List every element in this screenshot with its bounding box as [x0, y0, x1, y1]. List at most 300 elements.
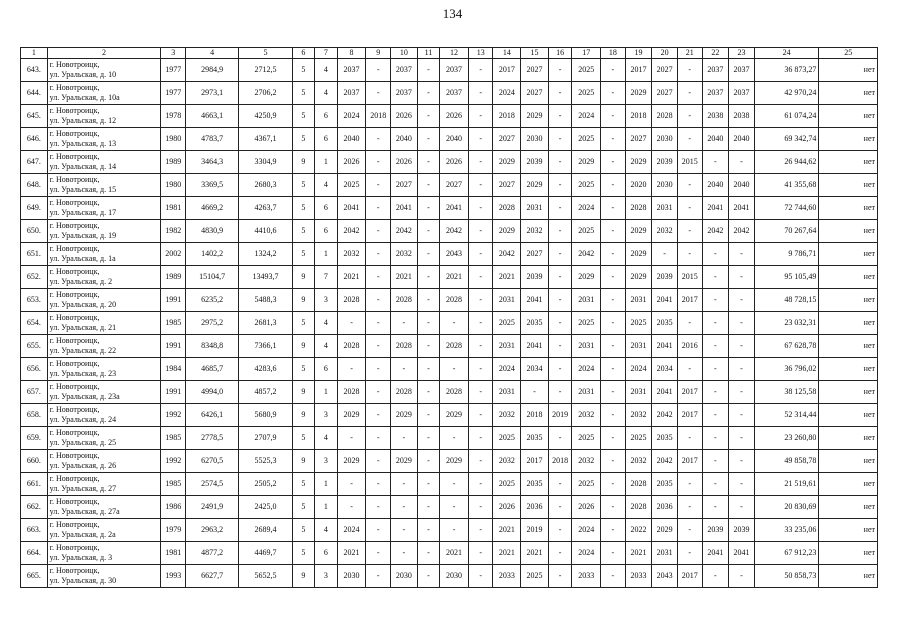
table-row — [21, 450, 878, 473]
cell-col-5: 2680,3 — [239, 174, 292, 197]
address-street: ул. Уральская, д. 10 — [49, 70, 117, 79]
cell-col-15: 2017 — [521, 450, 549, 473]
cell-col-16: - — [548, 266, 572, 289]
column-number-header: 1 — [21, 48, 48, 59]
cell-col-12: 2029 — [440, 450, 469, 473]
cell-col-13: - — [468, 197, 493, 220]
cell-col-9: - — [366, 404, 391, 427]
cell-col-3: 1978 — [161, 105, 186, 128]
row-number-cell: 649. — [21, 197, 48, 220]
cell-col-16: 2019 — [548, 404, 572, 427]
cell-col-13: - — [468, 243, 493, 266]
address-cell — [47, 450, 161, 473]
address-street: ул. Уральская, д. 17 — [49, 208, 117, 217]
cell-col-22: - — [702, 289, 729, 312]
cell-col-21: - — [677, 519, 702, 542]
cell-col-19: 2021 — [625, 542, 652, 565]
cell-col-3: 1985 — [161, 312, 186, 335]
cell-col-8: - — [337, 473, 366, 496]
cell-col-3: 1991 — [161, 335, 186, 358]
cell-col-7: 1 — [315, 496, 338, 519]
cell-col-3: 1981 — [161, 197, 186, 220]
row-number-cell: 662. — [21, 496, 48, 519]
table-row — [21, 197, 878, 220]
address-cell — [47, 128, 161, 151]
cell-col-6: 5 — [292, 358, 315, 381]
cell-col-13: - — [468, 542, 493, 565]
cell-col-6: 5 — [292, 243, 315, 266]
cell-col-23: - — [729, 335, 755, 358]
cell-col-4: 6426,1 — [186, 404, 239, 427]
cell-col-11: - — [417, 266, 440, 289]
cell-col-21: - — [677, 312, 702, 335]
row-number-cell: 650. — [21, 220, 48, 243]
cell-col-24: 70 267,64 — [754, 220, 819, 243]
cell-col-23: 2039 — [729, 519, 755, 542]
cell-col-9: - — [366, 312, 391, 335]
cell-col-23: - — [729, 289, 755, 312]
cell-col-21: 2015 — [677, 151, 702, 174]
cell-col-18: - — [601, 565, 626, 588]
cell-col-25: нет — [819, 473, 878, 496]
cell-col-10: 2037 — [391, 59, 418, 82]
cell-col-20: 2032 — [652, 220, 678, 243]
cell-col-18: - — [601, 404, 626, 427]
cell-col-19: 2017 — [625, 59, 652, 82]
cell-col-13: - — [468, 427, 493, 450]
cell-col-22: - — [702, 427, 729, 450]
cell-col-19: 2031 — [625, 335, 652, 358]
cell-col-14: 2021 — [493, 519, 521, 542]
cell-col-21: - — [677, 243, 702, 266]
cell-col-7: 6 — [315, 197, 338, 220]
cell-col-18: - — [601, 266, 626, 289]
address-street: ул. Уральская, д. 30 — [49, 576, 117, 585]
cell-col-3: 1982 — [161, 220, 186, 243]
cell-col-23: 2040 — [729, 128, 755, 151]
cell-col-7: 4 — [315, 335, 338, 358]
cell-col-14: 2031 — [493, 335, 521, 358]
cell-col-15: - — [521, 381, 549, 404]
cell-col-15: 2041 — [521, 289, 549, 312]
cell-col-10: 2041 — [391, 197, 418, 220]
cell-col-8: 2025 — [337, 174, 366, 197]
cell-col-14: 2018 — [493, 105, 521, 128]
cell-col-14: 2033 — [493, 565, 521, 588]
cell-col-3: 1979 — [161, 519, 186, 542]
cell-col-12: 2043 — [440, 243, 469, 266]
row-number-cell: 643. — [21, 59, 48, 82]
cell-col-22: 2040 — [702, 128, 729, 151]
cell-col-14: 2031 — [493, 381, 521, 404]
cell-col-13: - — [468, 220, 493, 243]
cell-col-17: 2031 — [572, 289, 601, 312]
cell-col-5: 2505,2 — [239, 473, 292, 496]
cell-col-7: 1 — [315, 243, 338, 266]
column-number-header: 8 — [337, 48, 366, 59]
cell-col-17: 2029 — [572, 266, 601, 289]
cell-col-5: 2689,4 — [239, 519, 292, 542]
address-city: г. Новотроицк, — [49, 198, 100, 207]
column-number-header: 12 — [440, 48, 469, 59]
cell-col-16: - — [548, 197, 572, 220]
cell-col-12: 2041 — [440, 197, 469, 220]
cell-col-20: 2036 — [652, 496, 678, 519]
row-number-cell: 654. — [21, 312, 48, 335]
column-number-header: 22 — [702, 48, 729, 59]
cell-col-6: 9 — [292, 289, 315, 312]
cell-col-5: 5525,3 — [239, 450, 292, 473]
cell-col-22: - — [702, 381, 729, 404]
cell-col-5: 4857,2 — [239, 381, 292, 404]
cell-col-11: - — [417, 335, 440, 358]
cell-col-10: - — [391, 496, 418, 519]
cell-col-16: - — [548, 59, 572, 82]
cell-col-21: - — [677, 197, 702, 220]
cell-col-21: 2016 — [677, 335, 702, 358]
cell-col-15: 2039 — [521, 151, 549, 174]
cell-col-6: 5 — [292, 197, 315, 220]
cell-col-6: 5 — [292, 174, 315, 197]
page-number: 134 — [442, 6, 463, 21]
cell-col-9: - — [366, 174, 391, 197]
cell-col-22: 2040 — [702, 174, 729, 197]
column-number-header: 3 — [161, 48, 186, 59]
cell-col-14: 2027 — [493, 174, 521, 197]
table-row — [21, 312, 878, 335]
cell-col-13: - — [468, 496, 493, 519]
cell-col-16: - — [548, 427, 572, 450]
cell-col-20: 2042 — [652, 404, 678, 427]
cell-col-8: 2029 — [337, 404, 366, 427]
cell-col-10: 2027 — [391, 174, 418, 197]
cell-col-15: 2021 — [521, 542, 549, 565]
row-number-cell: 655. — [21, 335, 48, 358]
cell-col-18: - — [601, 450, 626, 473]
cell-col-3: 1980 — [161, 128, 186, 151]
cell-col-19: 2029 — [625, 82, 652, 105]
address-cell — [47, 289, 161, 312]
cell-col-5: 13493,7 — [239, 266, 292, 289]
table-row — [21, 404, 878, 427]
table-row — [21, 519, 878, 542]
cell-col-8: 2029 — [337, 450, 366, 473]
cell-col-22: 2038 — [702, 105, 729, 128]
cell-col-5: 5652,5 — [239, 565, 292, 588]
cell-col-14: 2025 — [493, 312, 521, 335]
cell-col-5: 4263,7 — [239, 197, 292, 220]
cell-col-23: 2040 — [729, 174, 755, 197]
cell-col-11: - — [417, 243, 440, 266]
cell-col-23: 2037 — [729, 82, 755, 105]
table-row — [21, 542, 878, 565]
cell-col-11: - — [417, 59, 440, 82]
cell-col-15: 2035 — [521, 312, 549, 335]
cell-col-13: - — [468, 59, 493, 82]
cell-col-22: 2041 — [702, 197, 729, 220]
cell-col-6: 5 — [292, 128, 315, 151]
cell-col-16: 2018 — [548, 450, 572, 473]
cell-col-8: 2042 — [337, 220, 366, 243]
address-street: ул. Уральская, д. 27а — [49, 507, 120, 516]
column-number-header: 7 — [315, 48, 338, 59]
cell-col-15: 2032 — [521, 220, 549, 243]
cell-col-10: 2030 — [391, 565, 418, 588]
cell-col-10: 2029 — [391, 450, 418, 473]
address-cell — [47, 59, 161, 82]
row-number-cell: 660. — [21, 450, 48, 473]
cell-col-8: 2041 — [337, 197, 366, 220]
cell-col-22: - — [702, 243, 729, 266]
cell-col-25: нет — [819, 404, 878, 427]
cell-col-5: 2707,9 — [239, 427, 292, 450]
cell-col-16: - — [548, 174, 572, 197]
cell-col-20: 2027 — [652, 82, 678, 105]
housing-register-table — [20, 47, 878, 588]
cell-col-12: - — [440, 496, 469, 519]
address-cell — [47, 542, 161, 565]
cell-col-21: - — [677, 358, 702, 381]
address-city: г. Новотроицк, — [49, 313, 100, 322]
cell-col-20: 2041 — [652, 335, 678, 358]
column-number-header: 14 — [493, 48, 521, 59]
cell-col-3: 2002 — [161, 243, 186, 266]
cell-col-10: 2037 — [391, 82, 418, 105]
cell-col-6: 5 — [292, 82, 315, 105]
cell-col-12: 2021 — [440, 266, 469, 289]
cell-col-15: 2036 — [521, 496, 549, 519]
cell-col-7: 1 — [315, 381, 338, 404]
cell-col-9: - — [366, 450, 391, 473]
cell-col-6: 5 — [292, 519, 315, 542]
cell-col-14: 2021 — [493, 266, 521, 289]
cell-col-19: 2032 — [625, 450, 652, 473]
table-row — [21, 174, 878, 197]
table-row — [21, 59, 878, 82]
cell-col-10: - — [391, 473, 418, 496]
cell-col-17: 2024 — [572, 519, 601, 542]
address-street: ул. Уральская, д. 23а — [49, 392, 120, 401]
cell-col-20: 2028 — [652, 105, 678, 128]
cell-col-4: 4783,7 — [186, 128, 239, 151]
address-city: г. Новотроицк, — [49, 474, 100, 483]
column-number-row — [21, 48, 878, 59]
table-row — [21, 266, 878, 289]
cell-col-23: 2037 — [729, 59, 755, 82]
cell-col-25: нет — [819, 151, 878, 174]
address-cell — [47, 519, 161, 542]
cell-col-18: - — [601, 197, 626, 220]
cell-col-24: 36 873,27 — [754, 59, 819, 82]
cell-col-6: 5 — [292, 105, 315, 128]
table-row — [21, 358, 878, 381]
column-number-header: 21 — [677, 48, 702, 59]
address-city: г. Новотроицк, — [49, 359, 100, 368]
table-row — [21, 473, 878, 496]
cell-col-5: 4250,9 — [239, 105, 292, 128]
cell-col-21: - — [677, 427, 702, 450]
cell-col-13: - — [468, 266, 493, 289]
cell-col-23: 2038 — [729, 105, 755, 128]
cell-col-21: - — [677, 542, 702, 565]
table-row — [21, 289, 878, 312]
cell-col-17: 2024 — [572, 105, 601, 128]
cell-col-3: 1984 — [161, 358, 186, 381]
cell-col-4: 2778,5 — [186, 427, 239, 450]
cell-col-15: 2027 — [521, 243, 549, 266]
cell-col-7: 4 — [315, 519, 338, 542]
cell-col-19: 2029 — [625, 220, 652, 243]
cell-col-7: 7 — [315, 266, 338, 289]
cell-col-6: 5 — [292, 473, 315, 496]
table-row — [21, 128, 878, 151]
address-street: ул. Уральская, д. 20 — [49, 300, 117, 309]
cell-col-6: 9 — [292, 565, 315, 588]
cell-col-14: 2026 — [493, 496, 521, 519]
cell-col-5: 7366,1 — [239, 335, 292, 358]
cell-col-23: - — [729, 358, 755, 381]
address-city: г. Новотроицк, — [49, 175, 100, 184]
cell-col-9: - — [366, 358, 391, 381]
cell-col-5: 3304,9 — [239, 151, 292, 174]
row-number-cell: 644. — [21, 82, 48, 105]
cell-col-17: 2025 — [572, 82, 601, 105]
cell-col-11: - — [417, 174, 440, 197]
cell-col-15: 2025 — [521, 565, 549, 588]
cell-col-4: 4669,2 — [186, 197, 239, 220]
address-street: ул. Уральская, д. 24 — [49, 415, 117, 424]
cell-col-19: 2031 — [625, 381, 652, 404]
cell-col-11: - — [417, 473, 440, 496]
cell-col-25: нет — [819, 496, 878, 519]
cell-col-7: 4 — [315, 427, 338, 450]
cell-col-8: - — [337, 427, 366, 450]
cell-col-21: 2017 — [677, 381, 702, 404]
cell-col-22: - — [702, 266, 729, 289]
cell-col-24: 9 786,71 — [754, 243, 819, 266]
address-street: ул. Уральская, д. 26 — [49, 461, 117, 470]
cell-col-16: - — [548, 381, 572, 404]
cell-col-24: 67 912,23 — [754, 542, 819, 565]
cell-col-24: 23 032,31 — [754, 312, 819, 335]
cell-col-18: - — [601, 243, 626, 266]
cell-col-20: 2035 — [652, 427, 678, 450]
address-cell — [47, 404, 161, 427]
cell-col-14: 2029 — [493, 220, 521, 243]
table-row — [21, 220, 878, 243]
cell-col-11: - — [417, 312, 440, 335]
cell-col-20: 2043 — [652, 565, 678, 588]
cell-col-11: - — [417, 197, 440, 220]
cell-col-19: 2025 — [625, 427, 652, 450]
cell-col-7: 4 — [315, 174, 338, 197]
cell-col-18: - — [601, 427, 626, 450]
column-number-header: 23 — [729, 48, 755, 59]
cell-col-21: - — [677, 220, 702, 243]
cell-col-4: 1402,2 — [186, 243, 239, 266]
cell-col-10: 2040 — [391, 128, 418, 151]
cell-col-22: - — [702, 335, 729, 358]
cell-col-6: 5 — [292, 220, 315, 243]
cell-col-18: - — [601, 381, 626, 404]
cell-col-19: 2022 — [625, 519, 652, 542]
cell-col-24: 61 074,24 — [754, 105, 819, 128]
cell-col-7: 4 — [315, 82, 338, 105]
cell-col-11: - — [417, 220, 440, 243]
row-number-cell: 659. — [21, 427, 48, 450]
cell-col-4: 2491,9 — [186, 496, 239, 519]
cell-col-22: 2037 — [702, 82, 729, 105]
cell-col-11: - — [417, 381, 440, 404]
column-number-header: 16 — [548, 48, 572, 59]
cell-col-25: нет — [819, 174, 878, 197]
cell-col-23: - — [729, 243, 755, 266]
row-number-cell: 648. — [21, 174, 48, 197]
cell-col-15: 2034 — [521, 358, 549, 381]
address-street: ул. Уральская, д. 2а — [49, 530, 116, 539]
cell-col-15: 2039 — [521, 266, 549, 289]
cell-col-6: 5 — [292, 312, 315, 335]
cell-col-6: 5 — [292, 496, 315, 519]
cell-col-9: - — [366, 289, 391, 312]
cell-col-13: - — [468, 358, 493, 381]
cell-col-9: - — [366, 197, 391, 220]
cell-col-20: 2030 — [652, 128, 678, 151]
cell-col-18: - — [601, 473, 626, 496]
cell-col-15: 2019 — [521, 519, 549, 542]
cell-col-13: - — [468, 312, 493, 335]
cell-col-20: 2041 — [652, 381, 678, 404]
cell-col-13: - — [468, 105, 493, 128]
cell-col-14: 2017 — [493, 59, 521, 82]
cell-col-21: - — [677, 105, 702, 128]
column-number-header: 11 — [417, 48, 440, 59]
cell-col-21: - — [677, 496, 702, 519]
cell-col-9: - — [366, 82, 391, 105]
row-number-cell: 664. — [21, 542, 48, 565]
cell-col-20: 2031 — [652, 197, 678, 220]
cell-col-25: нет — [819, 381, 878, 404]
cell-col-8: 2028 — [337, 381, 366, 404]
cell-col-20: 2039 — [652, 266, 678, 289]
cell-col-8: 2040 — [337, 128, 366, 151]
cell-col-15: 2041 — [521, 335, 549, 358]
cell-col-19: 2018 — [625, 105, 652, 128]
cell-col-5: 2681,3 — [239, 312, 292, 335]
cell-col-4: 3369,5 — [186, 174, 239, 197]
cell-col-9: - — [366, 496, 391, 519]
cell-col-8: 2024 — [337, 105, 366, 128]
cell-col-3: 1985 — [161, 473, 186, 496]
cell-col-5: 5680,9 — [239, 404, 292, 427]
row-number-cell: 658. — [21, 404, 48, 427]
cell-col-9: - — [366, 427, 391, 450]
cell-col-21: 2015 — [677, 266, 702, 289]
cell-col-19: 2031 — [625, 289, 652, 312]
row-number-cell: 661. — [21, 473, 48, 496]
cell-col-9: 2018 — [366, 105, 391, 128]
cell-col-16: - — [548, 220, 572, 243]
cell-col-23: - — [729, 404, 755, 427]
cell-col-7: 6 — [315, 358, 338, 381]
address-city: г. Новотроицк, — [49, 60, 100, 69]
cell-col-19: 2029 — [625, 151, 652, 174]
cell-col-25: нет — [819, 358, 878, 381]
cell-col-12: 2030 — [440, 565, 469, 588]
address-street: ул. Уральская, д. 25 — [49, 438, 117, 447]
column-number-header: 15 — [521, 48, 549, 59]
cell-col-7: 3 — [315, 404, 338, 427]
